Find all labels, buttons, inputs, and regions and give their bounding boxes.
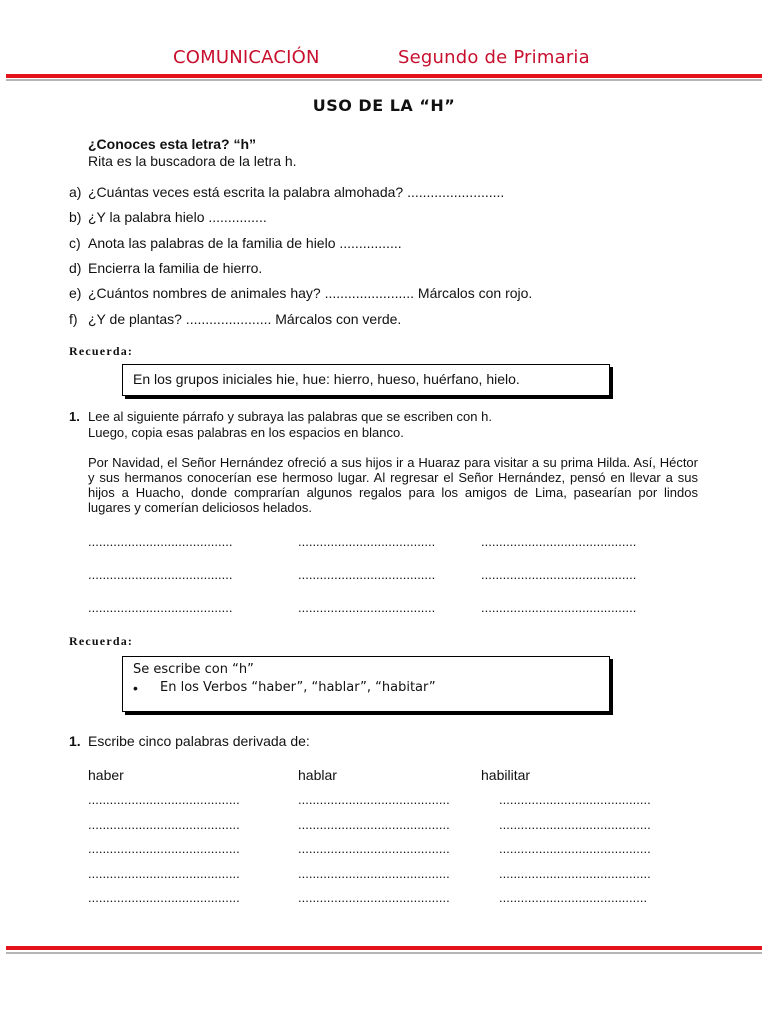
answer-blank[interactable]: ........................................... xyxy=(481,567,637,582)
answer-blank[interactable]: .......................................... xyxy=(298,817,450,832)
recuerda-text: En los Verbos “haber”, “hablar”, “habitar” xyxy=(160,680,436,695)
question-letter: a) xyxy=(69,184,82,200)
exercise-instruction: Escribe cinco palabras derivada de: xyxy=(88,733,310,749)
exercise-number: 1. xyxy=(69,409,80,424)
page-title: USO DE LA “H” xyxy=(312,96,456,115)
subject-heading: COMUNICACIÓN xyxy=(173,47,320,68)
recuerda-box xyxy=(122,364,610,396)
grade-heading: Segundo de Primaria xyxy=(398,47,590,68)
intro-sentence: Rita es la buscadora de la letra h. xyxy=(88,153,297,169)
recuerda-text: En los grupos iniciales hie, hue: hierro, hueso, huérfano, hielo. xyxy=(133,371,520,387)
question-letter: c) xyxy=(69,235,81,251)
recuerda-label: Recuerda: xyxy=(69,634,134,648)
answer-blank[interactable]: ...................................... xyxy=(298,534,436,549)
answer-blank[interactable]: ........................................ xyxy=(88,534,233,549)
footer-divider xyxy=(6,946,762,950)
answer-blank[interactable]: .......................................... xyxy=(88,866,240,881)
answer-blank[interactable]: .......................................... xyxy=(88,792,240,807)
header-divider-shadow xyxy=(6,79,762,81)
exercise-instruction: Luego, copia esas palabras en los espacios en blanco. xyxy=(88,425,404,440)
column-header-hablar: hablar xyxy=(298,767,337,783)
question-text: Anota las palabras de la familia de hielo ................ xyxy=(88,235,402,251)
answer-blank[interactable]: ........................................... xyxy=(481,534,637,549)
answer-blank[interactable]: ...................................... xyxy=(298,600,436,615)
question-text: Encierra la familia de hierro. xyxy=(88,260,263,276)
answer-blank[interactable]: .......................................... xyxy=(499,866,651,881)
recuerda-text: Se escribe con “h” xyxy=(133,662,254,677)
answer-blank[interactable]: .......................................... xyxy=(298,841,450,856)
exercise-instruction: Lee al siguiente párrafo y subraya las palabras que se escriben con h. xyxy=(88,409,492,424)
answer-blank[interactable]: ........................................ xyxy=(88,567,233,582)
question-letter: e) xyxy=(69,285,82,301)
answer-blank[interactable]: .......................................... xyxy=(88,890,240,905)
question-text: ¿Y de plantas? ...................... Márcalos con verde. xyxy=(88,311,402,327)
answer-blank[interactable]: .......................................... xyxy=(88,817,240,832)
answer-blank[interactable]: .......................................... xyxy=(499,792,651,807)
intro-question: ¿Conoces esta letra? “h” xyxy=(88,136,257,152)
answer-blank[interactable]: .......................................... xyxy=(499,841,651,856)
footer-divider-shadow xyxy=(6,952,762,954)
question-text: ¿Cuántas veces está escrita la palabra almohada? ......................... xyxy=(88,184,505,200)
answer-blank[interactable]: .......................................... xyxy=(298,866,450,881)
question-text: ¿Y la palabra hielo ............... xyxy=(88,209,267,225)
recuerda-label: Recuerda: xyxy=(69,344,134,358)
column-header-habilitar: habilitar xyxy=(481,767,531,783)
column-header-haber: haber xyxy=(88,767,124,783)
answer-blank[interactable]: ...................................... xyxy=(298,567,436,582)
exercise-number: 1. xyxy=(69,733,81,749)
answer-blank[interactable]: .......................................... xyxy=(298,792,450,807)
answer-blank[interactable]: .......................................... xyxy=(88,841,240,856)
answer-blank[interactable]: .......................................... xyxy=(499,817,651,832)
question-text: ¿Cuántos nombres de animales hay? ....................... Márcalos con rojo. xyxy=(88,285,533,301)
question-letter: f) xyxy=(69,311,78,327)
answer-blank[interactable]: .......................................... xyxy=(298,890,450,905)
question-letter: d) xyxy=(69,260,82,276)
reading-paragraph: Por Navidad, el Señor Hernández ofreció a sus hijos ir a Huaraz para visitar a su prima Hilda. Así, Héctor y sus hermanos conocerían ese hermoso lugar. Al regresar el Señor Hernández, pensó en llevar a sus hijos a Huacho, donde comprarían algunos regalos para los amigos de Lima, pasearían por lindos lugares y comerían deliciosos helados. xyxy=(88,455,698,515)
answer-blank[interactable]: ........................................ xyxy=(88,600,233,615)
header-divider xyxy=(6,74,762,78)
bullet-icon: • xyxy=(133,680,138,696)
question-letter: b) xyxy=(69,209,82,225)
answer-blank[interactable]: ........................................... xyxy=(481,600,637,615)
recuerda-box xyxy=(122,656,610,712)
answer-blank[interactable]: ......................................... xyxy=(499,890,648,905)
